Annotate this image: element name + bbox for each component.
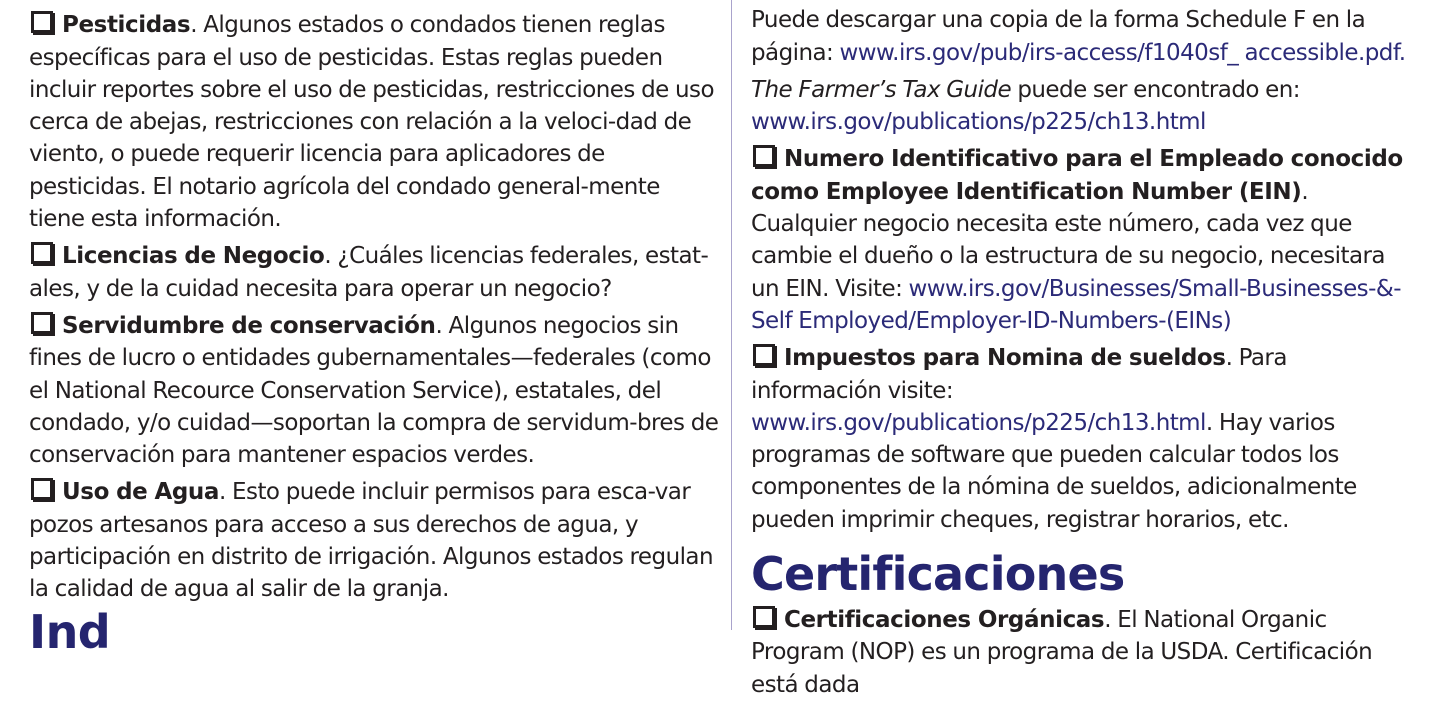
item-title: Uso de Agua bbox=[62, 479, 220, 506]
item-title: Certificaciones Orgánicas bbox=[784, 607, 1105, 634]
item-text: . Algunos estados o condados tienen reglas específicas para el uso de pesticidas. Estas reglas pueden incluir reportes sobre el uso de pesticidas, restricciones de uso cerca de abejas, restricciones con relación a la veloci-dad de viento, o puede requerir licencia para aplicadores de pesticidas. El notario agrícola del condado general-mente tiene esta información. bbox=[29, 12, 714, 233]
partial-top-line bbox=[29, 0, 719, 4]
right-column bbox=[751, 0, 1411, 701]
list-item-conservation-easement bbox=[29, 310, 719, 471]
checkbox-icon bbox=[31, 312, 53, 334]
checkbox-icon bbox=[753, 145, 775, 167]
item-text: . Para información visite: bbox=[751, 345, 1287, 404]
item-text: . Algunos negocios sin fines de lucro o entidades gubernamentales—federales (como el National Recource Conservation Service), estatales, del condado, y/o cuidad—soportan la compra de servidum-bres de conservación para mantener espacios verdes. bbox=[29, 312, 719, 469]
certifications-heading: Certificaciones bbox=[751, 547, 1125, 602]
checkbox-icon bbox=[753, 606, 775, 628]
item-text: . ¿Cuáles licencias federales, estat-ales, y de la cuidad necesita para operar un negocio? bbox=[29, 243, 709, 302]
list-item-ein bbox=[751, 143, 1411, 337]
farmers-tax-guide-paragraph bbox=[751, 74, 1411, 139]
list-item-organic-certification bbox=[751, 604, 1411, 701]
payroll-link[interactable]: www.irs.gov/publications/p225/ch13.html bbox=[751, 409, 1206, 436]
item-title: Licencias de Negocio bbox=[62, 243, 325, 270]
item-title: Impuestos para Nomina de sueldos bbox=[784, 345, 1226, 372]
list-item-business-licenses bbox=[29, 240, 719, 305]
checkbox-icon bbox=[31, 478, 53, 500]
schedule-f-paragraph bbox=[751, 4, 1411, 69]
item-title: Numero Identificativo para el Empleado conocido como Employee Identification Number (EIN) bbox=[751, 146, 1403, 205]
section-heading-partial: Ind bbox=[29, 604, 111, 659]
schedule-f-link[interactable]: www.irs.gov/pub/irs-access/f1040sf_ accessible.pdf. bbox=[839, 39, 1406, 66]
farmers-tax-guide-link[interactable]: www.irs.gov/publications/p225/ch13.html bbox=[751, 109, 1206, 136]
ein-link[interactable]: www.irs.gov/Businesses/Small-Businesses-&-Self Employed/Employer-ID-Numbers-(EINs) bbox=[751, 275, 1401, 334]
list-item-water-use bbox=[29, 476, 719, 605]
left-column bbox=[29, 0, 719, 659]
item-text: . Esto puede incluir permisos para esca-var pozos artesanos para acceso a sus derechos de agua, y participación en distrito de irrigación. Algunos estados regulan la calidad de agua al salir de la granja. bbox=[29, 479, 714, 603]
checkbox-icon bbox=[31, 242, 53, 264]
item-title: Servidumbre de conservación bbox=[62, 312, 436, 339]
list-item-pesticides bbox=[29, 9, 719, 235]
guide-title: The Farmer’s Tax Guide bbox=[751, 76, 1012, 103]
item-title: Pesticidas bbox=[62, 12, 191, 39]
list-item-payroll-taxes bbox=[751, 342, 1411, 536]
checkbox-icon bbox=[31, 11, 53, 33]
item-text-after: . Hay varios programas de software que pueden calcular todos los componentes de la nómina de sueldos, adicionalmente pueden imprimir cheques, registrar horarios, etc. bbox=[751, 409, 1357, 533]
item-text: . Cualquier negocio necesita este número, cada vez que cambie el dueño o la estructura de su negocio, necesitara un EIN. Visite: bbox=[751, 178, 1385, 302]
guide-text: puede ser encontrado en: bbox=[1011, 76, 1300, 103]
item-text: . El National Organic Program (NOP) es un programa de la USDA. Certificación está dada bbox=[751, 607, 1373, 698]
schedule-text: Puede descargar una copia de la forma Schedule F en la página: bbox=[751, 7, 1366, 66]
column-divider bbox=[731, 0, 732, 630]
checkbox-icon bbox=[753, 344, 775, 366]
